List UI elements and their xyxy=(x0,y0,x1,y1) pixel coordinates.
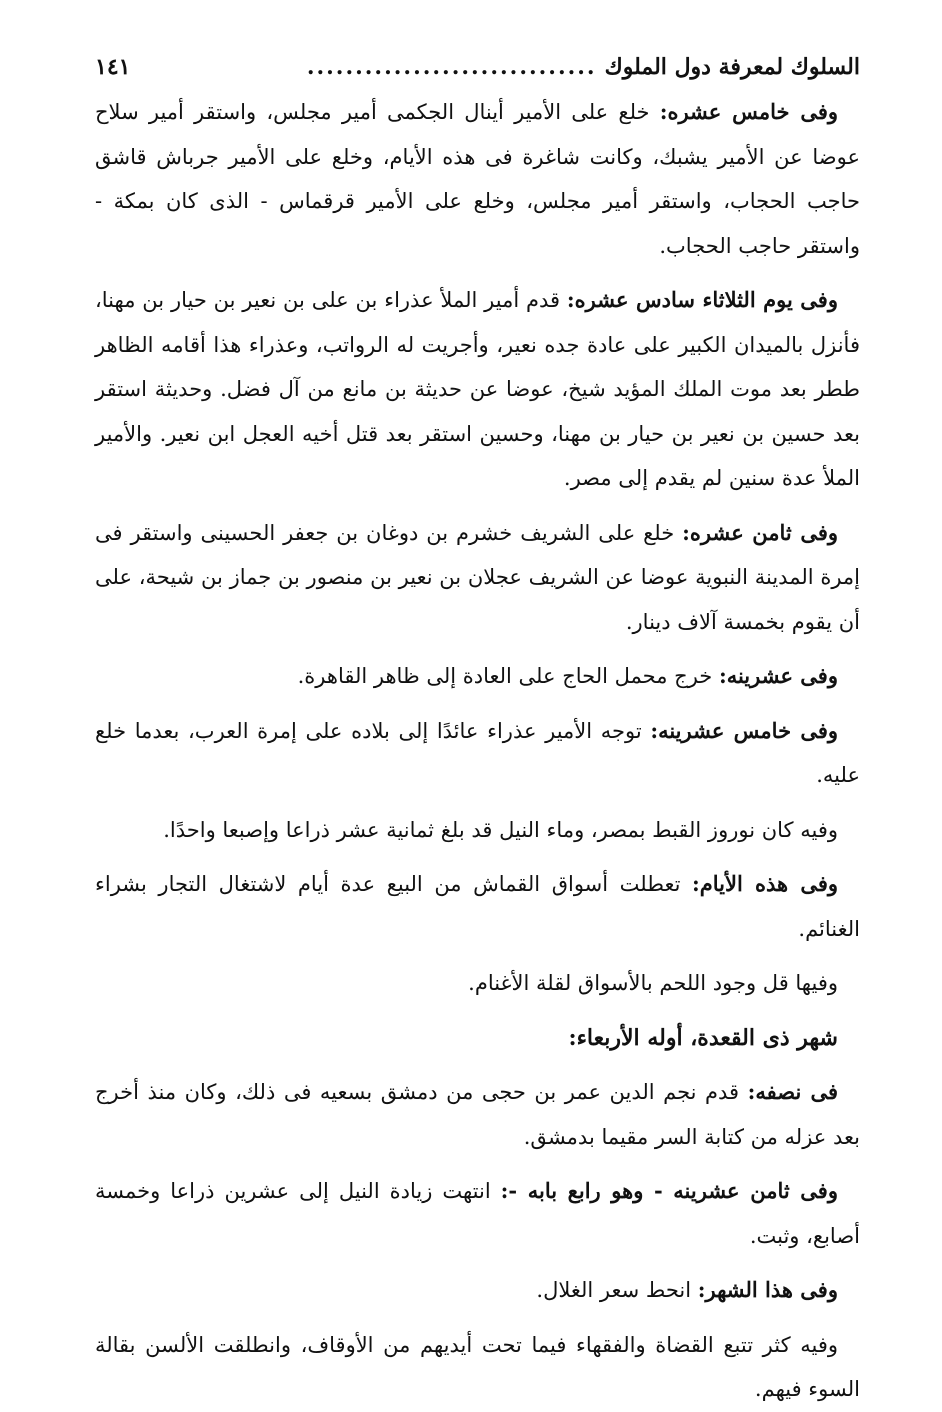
paragraph xyxy=(95,511,860,645)
paragraph-text: قدم نجم الدين عمر بن حجى من دمشق بسعيه فى ذلك، وكان منذ أخرج بعد عزله من كتابة السر مقيما بدمشق. xyxy=(95,1080,860,1149)
paragraph-lead: وفى يوم الثلاثاء سادس عشره: xyxy=(566,287,838,312)
paragraph-text: وفيها قل وجود اللحم بالأسواق لقلة الأغنام. xyxy=(468,971,838,995)
paragraph-text: انتهت زيادة النيل إلى عشرين ذراعا وخمسة أصابع، وثبت. xyxy=(95,1179,860,1248)
paragraph xyxy=(95,961,860,1006)
paragraph-lead: وفى هذه الأيام: xyxy=(692,871,838,896)
paragraph xyxy=(95,862,860,951)
paragraph-lead: وفى ثامن عشرينه - وهو رابع بابه -: xyxy=(500,1178,838,1203)
paragraph-text: خلع على الأمير أينال الجكمى أمير مجلس، واستقر أمير سلاح عوضا عن الأمير يشبك، وكانت شاغرة فى هذه الأيام، وخلع على الأمير جرباش قاشق حاجب الحجاب، واستقر أمير مجلس، وخلع على الأمير قرقماس - الذى كان بمكة - واستقر حاجب الحجاب. xyxy=(95,100,860,258)
paragraph xyxy=(95,90,860,268)
paragraph-text: توجه الأمير عذراء عائدًا إلى بلاده على إمرة العرب، بعدما خلع عليه. xyxy=(95,718,860,787)
paragraph xyxy=(95,654,860,699)
page-number: ١٤١ xyxy=(95,54,131,80)
paragraph xyxy=(95,1323,860,1412)
paragraph xyxy=(95,1169,860,1258)
paragraph-text: تعطلت أسواق القماش من البيع عدة أيام لاشتغال التجار بشراء الغنائم. xyxy=(95,872,860,941)
paragraph-lead: وفى ثامن عشره: xyxy=(682,519,839,545)
paragraph xyxy=(95,1070,860,1159)
book-title: السلوك لمعرفة دول الملوك xyxy=(604,54,860,80)
paragraph xyxy=(95,1268,860,1313)
paragraph-text: وفيه كثر تتبع القضاة والفقهاء فيما تحت أيديهم من الأوقاف، وانطلقت الألسن بقالة السوء فيهم. xyxy=(95,1332,860,1401)
paragraph-lead: وفى خامس عشره: xyxy=(659,99,839,124)
paragraph xyxy=(95,709,860,798)
paragraph xyxy=(95,278,860,501)
paragraph-text: انحط سعر الغلال. xyxy=(536,1278,698,1302)
paragraph-lead: فى نصفه: xyxy=(747,1079,838,1104)
paragraph-text: خلع على الشريف خشرم بن دوغان بن جعفر الحسينى واستقر فى إمرة المدينة النبوية عوضا عن الشريف عجلان بن نعير بن منصور بن جماز بن شيحة، على أن يقوم بخمسة آلاف دينار. xyxy=(95,520,860,634)
page-body xyxy=(95,90,860,1412)
paragraph xyxy=(95,808,860,853)
running-head xyxy=(95,46,860,88)
paragraph-lead: وفى هذا الشهر: xyxy=(697,1277,838,1302)
paragraph-text: خرج محمل الحاج على العادة إلى ظاهر القاهرة. xyxy=(297,664,719,688)
paragraph-lead: وفى عشرينه: xyxy=(718,663,838,688)
paragraph-text: وفيه كان نوروز القبط بمصر، وماء النيل قد بلغ ثمانية عشر ذراعا وإصبعا واحدًا. xyxy=(163,817,838,842)
month-heading: شهر ذى القعدة، أوله الأربعاء: xyxy=(568,1024,838,1051)
paragraph-text: قدم أمير الملأ عذراء بن على بن نعير بن حيار بن مهنا، فأنزل بالميدان الكبير على عادة جده نعير، وأجريت له الرواتب، وعذراء هذا أقامه الظاهر ططر بعد موت الملك المؤيد شيخ، عوضا عن حديثة بن مانع من آل فضل. وحديثة استقر بعد حسين بن نعير بن حيار بن مهنا، وحسين استقر بعد قتل أخيه العجل ابن نعير. والأمير الملأ عدة سنين لم يقدم إلى مصر. xyxy=(95,288,860,490)
leader-dots: .............................. xyxy=(306,54,597,80)
paragraph-lead: وفى خامس عشرينه: xyxy=(650,717,838,743)
